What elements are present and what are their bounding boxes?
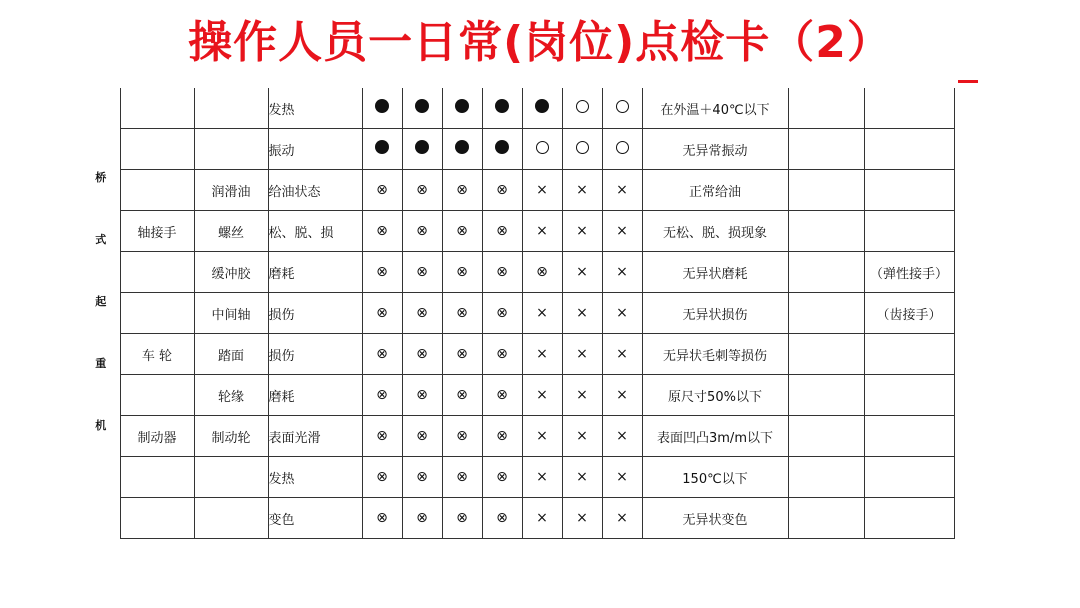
mark-cell — [362, 293, 402, 334]
mark-cell — [522, 252, 562, 293]
mark-cell — [562, 498, 602, 539]
blank-cell — [788, 252, 864, 293]
mark-cell — [562, 457, 602, 498]
machine-type-char: 桥 — [95, 171, 107, 185]
component-cell: 制动轮 — [194, 416, 268, 457]
mark-cell — [482, 170, 522, 211]
mark-cell — [522, 498, 562, 539]
circled-cross-icon: ⊗ — [376, 181, 388, 198]
cross-icon: × — [536, 387, 548, 403]
circled-cross-icon: ⊗ — [496, 468, 508, 485]
mark-cell — [362, 129, 402, 170]
inspection-table — [82, 88, 955, 539]
mark-cell — [562, 375, 602, 416]
circled-cross-icon: ⊗ — [496, 509, 508, 526]
check-item-cell: 松、脱、损 — [268, 211, 362, 252]
table-row — [82, 88, 954, 129]
cross-icon: × — [576, 510, 588, 526]
part-cell: 轴接手 — [120, 211, 194, 252]
mark-cell — [562, 88, 602, 129]
mark-cell — [362, 457, 402, 498]
mark-cell — [602, 129, 642, 170]
circled-cross-icon: ⊗ — [416, 222, 428, 239]
circled-cross-icon: ⊗ — [416, 304, 428, 321]
mark-cell — [482, 334, 522, 375]
component-cell: 润滑油 — [194, 170, 268, 211]
filled-circle-icon — [375, 140, 389, 154]
check-item-cell: 变色 — [268, 498, 362, 539]
standard-cell: 原尺寸50%以下 — [642, 375, 788, 416]
mark-cell — [442, 293, 482, 334]
circled-cross-icon: ⊗ — [376, 345, 388, 362]
check-item-cell: 振动 — [268, 129, 362, 170]
open-circle-icon — [536, 141, 549, 154]
component-cell: 轮缘 — [194, 375, 268, 416]
mark-cell — [482, 129, 522, 170]
mark-cell — [602, 88, 642, 129]
cross-icon: × — [616, 510, 628, 526]
cross-icon: × — [616, 469, 628, 485]
circled-cross-icon: ⊗ — [456, 468, 468, 485]
mark-cell — [442, 170, 482, 211]
mark-cell — [442, 88, 482, 129]
component-cell — [194, 498, 268, 539]
check-item-cell: 磨耗 — [268, 252, 362, 293]
blank-cell — [788, 334, 864, 375]
circled-cross-icon: ⊗ — [376, 263, 388, 280]
mark-cell — [442, 252, 482, 293]
cross-icon: × — [576, 305, 588, 321]
part-cell — [120, 88, 194, 129]
cross-icon: × — [616, 346, 628, 362]
mark-cell — [482, 498, 522, 539]
component-cell: 螺丝 — [194, 211, 268, 252]
part-cell — [120, 170, 194, 211]
standard-cell: 无异状变色 — [642, 498, 788, 539]
mark-cell — [522, 334, 562, 375]
remark-cell — [864, 211, 954, 252]
mark-cell — [362, 416, 402, 457]
standard-cell: 无异常振动 — [642, 129, 788, 170]
standard-cell: 无异状损伤 — [642, 293, 788, 334]
open-circle-icon — [576, 141, 589, 154]
mark-cell — [362, 375, 402, 416]
mark-cell — [402, 293, 442, 334]
circled-cross-icon: ⊗ — [496, 427, 508, 444]
filled-circle-icon — [495, 99, 509, 113]
filled-circle-icon — [455, 99, 469, 113]
mark-cell — [442, 375, 482, 416]
table-row — [82, 416, 954, 457]
mark-cell — [362, 88, 402, 129]
remark-cell: （齿接手） — [864, 293, 954, 334]
cross-icon: × — [536, 182, 548, 198]
cross-icon: × — [576, 346, 588, 362]
cross-icon: × — [576, 469, 588, 485]
mark-cell — [522, 416, 562, 457]
mark-cell — [402, 88, 442, 129]
mark-cell — [522, 211, 562, 252]
cross-icon: × — [576, 182, 588, 198]
mark-cell — [562, 129, 602, 170]
cross-icon: × — [576, 264, 588, 280]
cross-icon: × — [616, 428, 628, 444]
mark-cell — [402, 129, 442, 170]
component-cell — [194, 457, 268, 498]
standard-cell: 无异状毛刺等损伤 — [642, 334, 788, 375]
mark-cell — [562, 211, 602, 252]
standard-cell: 在外温＋40℃以下 — [642, 88, 788, 129]
mark-cell — [602, 211, 642, 252]
standard-cell: 150℃以下 — [642, 457, 788, 498]
circled-cross-icon: ⊗ — [496, 181, 508, 198]
circled-cross-icon: ⊗ — [376, 222, 388, 239]
circled-cross-icon: ⊗ — [496, 386, 508, 403]
mark-cell — [482, 416, 522, 457]
cross-icon: × — [536, 305, 548, 321]
table-row — [82, 457, 954, 498]
part-cell — [120, 293, 194, 334]
circled-cross-icon: ⊗ — [456, 427, 468, 444]
blank-cell — [788, 375, 864, 416]
circled-cross-icon: ⊗ — [376, 468, 388, 485]
mark-cell — [362, 252, 402, 293]
mark-cell — [562, 334, 602, 375]
mark-cell — [602, 293, 642, 334]
blank-cell — [788, 88, 864, 129]
part-cell — [120, 129, 194, 170]
filled-circle-icon — [535, 99, 549, 113]
circled-cross-icon: ⊗ — [416, 263, 428, 280]
mark-cell — [602, 170, 642, 211]
mark-cell — [402, 334, 442, 375]
component-cell: 缓冲胶 — [194, 252, 268, 293]
mark-cell — [522, 375, 562, 416]
cross-icon: × — [536, 223, 548, 239]
table-row — [82, 170, 954, 211]
circled-cross-icon: ⊗ — [496, 304, 508, 321]
blank-cell — [788, 416, 864, 457]
machine-type-char: 重 — [95, 357, 107, 371]
remark-cell — [864, 498, 954, 539]
circled-cross-icon: ⊗ — [416, 468, 428, 485]
circled-cross-icon: ⊗ — [456, 386, 468, 403]
circled-cross-icon: ⊗ — [496, 263, 508, 280]
cross-icon: × — [616, 223, 628, 239]
standard-cell: 正常给油 — [642, 170, 788, 211]
check-item-cell: 磨耗 — [268, 375, 362, 416]
circled-cross-icon: ⊗ — [376, 304, 388, 321]
page-title: 操作人员一日常(岗位)点检卡（2） — [188, 17, 892, 68]
circled-cross-icon: ⊗ — [376, 509, 388, 526]
table-row — [82, 293, 954, 334]
part-cell — [120, 252, 194, 293]
table-row — [82, 252, 954, 293]
table-row — [82, 211, 954, 252]
remark-cell — [864, 375, 954, 416]
mark-cell — [602, 498, 642, 539]
cross-icon: × — [536, 428, 548, 444]
mark-cell — [442, 129, 482, 170]
mark-cell — [602, 416, 642, 457]
remark-cell — [864, 457, 954, 498]
cross-icon: × — [576, 428, 588, 444]
mark-cell — [482, 88, 522, 129]
open-circle-icon — [576, 100, 589, 113]
cross-icon: × — [536, 510, 548, 526]
circled-cross-icon: ⊗ — [376, 386, 388, 403]
mark-cell — [522, 129, 562, 170]
blank-cell — [788, 498, 864, 539]
cross-icon: × — [616, 264, 628, 280]
mark-cell — [482, 457, 522, 498]
mark-cell — [362, 170, 402, 211]
remark-cell — [864, 170, 954, 211]
table-row — [82, 334, 954, 375]
remark-cell — [864, 88, 954, 129]
mark-cell — [402, 211, 442, 252]
mark-cell — [482, 211, 522, 252]
standard-cell: 无松、脱、损现象 — [642, 211, 788, 252]
mark-cell — [522, 457, 562, 498]
mark-cell — [522, 293, 562, 334]
circled-cross-icon: ⊗ — [456, 509, 468, 526]
circled-cross-icon: ⊗ — [456, 345, 468, 362]
decorative-dash — [958, 80, 978, 83]
mark-cell — [562, 293, 602, 334]
blank-cell — [788, 293, 864, 334]
open-circle-icon — [616, 141, 629, 154]
mark-cell — [402, 375, 442, 416]
table-row — [82, 375, 954, 416]
component-cell: 踏面 — [194, 334, 268, 375]
mark-cell — [402, 498, 442, 539]
circled-cross-icon: ⊗ — [456, 181, 468, 198]
part-cell — [120, 457, 194, 498]
circled-cross-icon: ⊗ — [416, 345, 428, 362]
table-row — [82, 129, 954, 170]
machine-type-char: 式 — [95, 233, 107, 247]
remark-cell — [864, 416, 954, 457]
mark-cell — [402, 457, 442, 498]
mark-cell — [442, 211, 482, 252]
standard-cell: 无异状磨耗 — [642, 252, 788, 293]
mark-cell — [562, 252, 602, 293]
mark-cell — [402, 416, 442, 457]
filled-circle-icon — [375, 99, 389, 113]
mark-cell — [562, 170, 602, 211]
mark-cell — [482, 375, 522, 416]
remark-cell: （弹性接手） — [864, 252, 954, 293]
remark-cell — [864, 334, 954, 375]
mark-cell — [602, 375, 642, 416]
circled-cross-icon: ⊗ — [416, 427, 428, 444]
machine-type-char: 起 — [95, 295, 107, 309]
circled-cross-icon: ⊗ — [456, 263, 468, 280]
mark-cell — [602, 252, 642, 293]
mark-cell — [362, 334, 402, 375]
part-cell: 制动器 — [120, 416, 194, 457]
cross-icon: × — [576, 223, 588, 239]
mark-cell — [562, 416, 602, 457]
mark-cell — [402, 252, 442, 293]
blank-cell — [788, 211, 864, 252]
component-cell: 中间轴 — [194, 293, 268, 334]
remark-cell — [864, 129, 954, 170]
mark-cell — [602, 457, 642, 498]
mark-cell — [482, 293, 522, 334]
circled-cross-icon: ⊗ — [496, 345, 508, 362]
filled-circle-icon — [415, 99, 429, 113]
circled-cross-icon: ⊗ — [416, 181, 428, 198]
mark-cell — [442, 416, 482, 457]
filled-circle-icon — [495, 140, 509, 154]
check-item-cell: 发热 — [268, 88, 362, 129]
check-item-cell: 发热 — [268, 457, 362, 498]
circled-cross-icon: ⊗ — [456, 222, 468, 239]
mark-cell — [362, 211, 402, 252]
machine-type-char: 机 — [95, 419, 107, 433]
mark-cell — [482, 252, 522, 293]
mark-cell — [362, 498, 402, 539]
check-item-cell: 给油状态 — [268, 170, 362, 211]
part-cell — [120, 498, 194, 539]
mark-cell — [402, 170, 442, 211]
machine-type-cell — [82, 88, 120, 539]
filled-circle-icon — [455, 140, 469, 154]
mark-cell — [522, 170, 562, 211]
component-cell — [194, 88, 268, 129]
blank-cell — [788, 129, 864, 170]
mark-cell — [522, 88, 562, 129]
blank-cell — [788, 457, 864, 498]
mark-cell — [602, 334, 642, 375]
cross-icon: × — [616, 182, 628, 198]
circled-cross-icon: ⊗ — [416, 509, 428, 526]
circled-cross-icon: ⊗ — [456, 304, 468, 321]
check-item-cell: 损伤 — [268, 334, 362, 375]
part-cell: 车 轮 — [120, 334, 194, 375]
circled-cross-icon: ⊗ — [416, 386, 428, 403]
component-cell — [194, 129, 268, 170]
circled-cross-icon: ⊗ — [536, 263, 548, 280]
mark-cell — [442, 334, 482, 375]
filled-circle-icon — [415, 140, 429, 154]
mark-cell — [442, 457, 482, 498]
circled-cross-icon: ⊗ — [376, 427, 388, 444]
cross-icon: × — [616, 387, 628, 403]
blank-cell — [788, 170, 864, 211]
check-item-cell: 损伤 — [268, 293, 362, 334]
mark-cell — [442, 498, 482, 539]
standard-cell: 表面凹凸3m/m以下 — [642, 416, 788, 457]
circled-cross-icon: ⊗ — [496, 222, 508, 239]
check-item-cell: 表面光滑 — [268, 416, 362, 457]
cross-icon: × — [536, 469, 548, 485]
cross-icon: × — [576, 387, 588, 403]
cross-icon: × — [536, 346, 548, 362]
cross-icon: × — [616, 305, 628, 321]
part-cell — [120, 375, 194, 416]
open-circle-icon — [616, 100, 629, 113]
table-row — [82, 498, 954, 539]
